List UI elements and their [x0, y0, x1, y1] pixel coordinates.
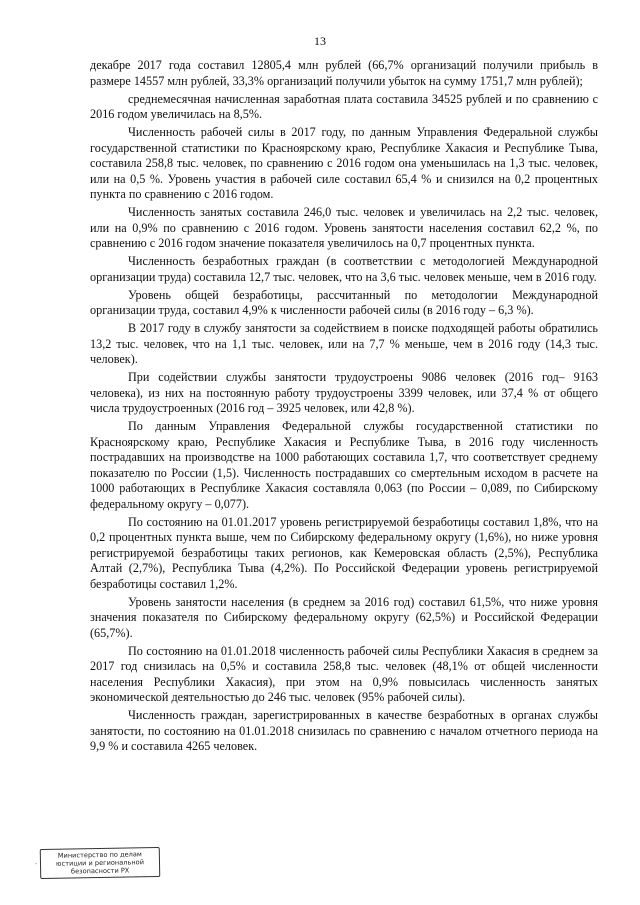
paragraph: Численность безработных граждан (в соответствии с методологией Международной организации труда) составила 12,7 тыс. человек, что на 3,6 тыс. человек меньше, чем в 2016 году. [90, 254, 598, 284]
paragraph: По данным Управления Федеральной службы государственной статистики по Красноярскому краю, Республике Хакасия и Республике Тыва, в 2016 году численность пострадавших на производстве на 1000 работающих составила 1,7, что соответствует среднему показателю по России (1,5). Численность пострадавших со смертельным исходом в расчете на 1000 работающих в Республике Хакасия составляла 0,063 (по России – 0,089, по Сибирскому федеральному округу – 0,077). [90, 419, 598, 511]
paragraph: среднемесячная начисленная заработная плата составила 34525 рублей и по сравнению с 2016 годом увеличилась на 8,5%. [90, 91, 598, 121]
paragraph: Численность занятых составила 246,0 тыс. человек и увеличилась на 2,2 тыс. человек, или на 0,9% по сравнению с 2016 годом. Уровень занятости населения составил 62,2 %, по сравнению с 2016 годом значение показателя увеличилось на 0,7 процентных пункта. [90, 205, 598, 250]
paragraph: В 2017 году в службу занятости за содействием в поиске подходящей работы обратились 13,2 тыс. человек, что на 1,1 тыс. человек, или на 7,7 % меньше, чем в 2016 году (14,3 тыс. человек). [90, 321, 598, 366]
stamp-mark-icon: · [34, 860, 38, 869]
paragraph: По состоянию на 01.01.2017 уровень регистрируемой безработицы составил 1,8%, что на 0,2 процентных пункта выше, чем по Сибирскому федеральному округу (1,6%), но ниже уровня регистрируемой безработицы таких регионов, как Кемеровская область (2,5%), Республика Алтай (2,7%), Республика Тыва (4,2%). По Российской Федерации уровень регистрируемой безработицы составил 1,2%. [90, 514, 598, 591]
paragraph: Численность граждан, зарегистрированных в качестве безработных в органах службы занятости, по состоянию на 01.01.2018 снизилась по сравнению с началом отчетного периода на 9,9 % и составила 4265 человек. [90, 708, 598, 753]
stamp-line: юстиции и региональной [55, 858, 145, 868]
paragraph: Уровень занятости населения (в среднем за 2016 год) составил 61,5%, что ниже уровня значения показателя по Сибирскому федеральному округу (62,5%) и Российской Федерации (65,7%). [90, 594, 598, 640]
paragraph: При содействии службы занятости трудоустроены 9086 человек (2016 год– 9163 человека), из них на постоянную работу трудоустроены 3399 человек, или 37,4 % от общего числа трудоустроенных (2016 год – 3925 человек, или 42,8 %). [90, 370, 598, 415]
stamp-line: безопасности РХ [70, 866, 130, 876]
paragraph: Численность рабочей силы в 2017 году, по данным Управления Федеральной службы государственной статистики по Красноярскому краю, Республике Хакасия и Республике Тыва, составила 258,8 тыс. человек, по сравнению с 2016 годом она уменьшилась на 1,3 тыс. человек, или на 0,5 %. Уровень участия в рабочей силе составил 65,4 % и снизился на 0,2 процентных пункта по сравнению с 2016 годом. [90, 125, 598, 201]
paragraph: По состоянию на 01.01.2018 численность рабочей силы Республики Хакасия в среднем за 2017 год снизилась на 0,5% и составила 258,8 тыс. человек (48,1% от общей численности населения Республики Хакасия), при этом на 0,9% повысилась численность занятых экономической деятельностью до 246 тыс. человек (95% рабочей силы). [90, 643, 598, 704]
paragraph: декабре 2017 года составил 12805,4 млн рублей (66,7% организаций получили прибыль в размере 14557 млн рублей, 33,3% организаций получили убыток на сумму 1751,7 млн рублей); [90, 58, 598, 88]
stamp-line: Министерство по делам [57, 850, 142, 860]
document-body [90, 58, 598, 757]
page-number: 13 [314, 34, 326, 48]
ministry-stamp [34, 847, 161, 879]
paragraph: Уровень общей безработицы, рассчитанный по методологии Международной организации труда, составил 4,9% к численности рабочей силы (в 2016 году – 6,3 %). [90, 287, 598, 317]
